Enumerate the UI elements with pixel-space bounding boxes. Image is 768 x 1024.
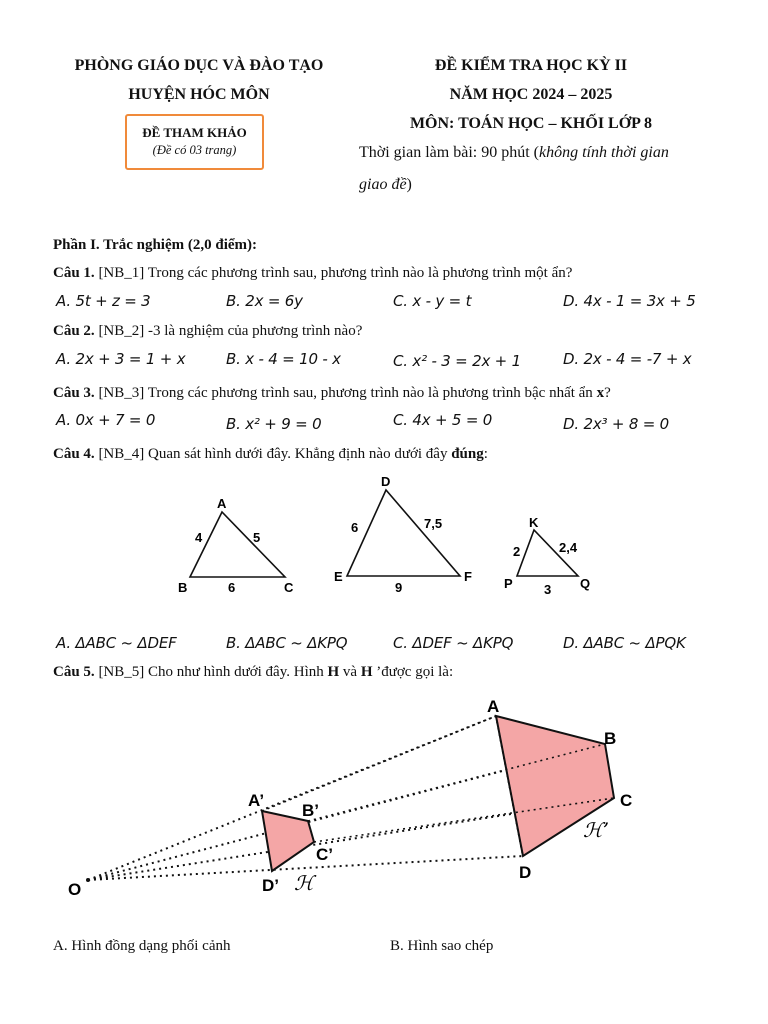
vertex-a: A <box>217 496 227 511</box>
q4-num: Câu 4. <box>53 446 95 462</box>
side-kq: 2,4 <box>559 540 578 555</box>
label-b: B <box>604 729 617 748</box>
label-a-prime: A’ <box>248 791 265 810</box>
q1-option-b[interactable]: B. 2x = 6y <box>226 292 303 310</box>
q4-option-b[interactable]: B. ΔABC ~ ΔKPQ <box>226 634 348 652</box>
time-suffix: ) <box>406 176 412 193</box>
q1-option-c[interactable]: C. x - y = t <box>393 292 472 310</box>
q2-num: Câu 2. <box>53 323 95 339</box>
q3-option-c[interactable]: C. 4x + 5 = 0 <box>393 411 493 429</box>
q2-option-d[interactable]: D. 2x - 4 = -7 + x <box>563 350 692 368</box>
header-right-line2: NĂM HỌC 2024 – 2025 <box>449 86 613 103</box>
vertex-k: K <box>529 515 539 530</box>
triangle-abc <box>178 496 294 595</box>
label-c: C <box>620 791 633 810</box>
vertex-d: D <box>381 474 391 489</box>
exam-time <box>359 144 669 162</box>
time-prefix: Thời gian làm bài: 90 phút ( <box>359 144 539 161</box>
polygon-h <box>262 811 314 871</box>
q5-option-a[interactable]: A. Hình đồng dạng phối cảnh <box>53 938 231 954</box>
label-b-prime: B’ <box>302 801 319 820</box>
exam-time-cont <box>359 176 412 194</box>
q4-option-d[interactable]: D. ΔABC ~ ΔPQK <box>563 634 686 652</box>
vertex-f: F <box>464 569 472 584</box>
label-d-prime: D’ <box>262 876 279 895</box>
time-italic1: không tính thời gian <box>538 144 669 161</box>
header-right-line1: ĐỀ KIỂM TRA HỌC KỲ II <box>434 57 628 74</box>
homothety-figure <box>0 690 768 910</box>
header-left-line1: PHÒNG GIÁO DỤC VÀ ĐÀO TẠO <box>74 57 324 74</box>
triangle-abc-shape <box>190 512 285 577</box>
side-pq: 3 <box>544 582 552 597</box>
header-right-line3: MÔN: TOÁN HỌC – KHỐI LỚP 8 <box>409 115 653 132</box>
q3-option-a[interactable]: A. 0x + 7 = 0 <box>56 411 156 429</box>
header-left-line2: HUYỆN HÓC MÔN <box>128 86 270 103</box>
question-1 <box>53 265 572 282</box>
q3-end: ? <box>604 385 611 401</box>
q4-option-a[interactable]: A. ΔABC ~ ΔDEF <box>56 634 177 652</box>
vertex-e: E <box>334 569 343 584</box>
q5-option-b[interactable]: B. Hình sao chép <box>390 938 494 954</box>
label-c-prime: C’ <box>316 845 333 864</box>
vertex-p: P <box>504 576 513 591</box>
label-o: O <box>68 880 82 899</box>
question-2 <box>53 323 362 340</box>
q4-option-c[interactable]: C. ΔDEF ~ ΔKPQ <box>393 634 514 652</box>
q5-end: ’được gọi là: <box>372 664 454 680</box>
question-5 <box>53 664 453 681</box>
q5-h2: H <box>360 664 373 680</box>
side-df: 7,5 <box>424 516 443 531</box>
side-de: 6 <box>351 520 359 535</box>
reference-exam-box <box>125 114 264 170</box>
vertex-b: B <box>178 580 188 595</box>
section-title: Phần I. Trắc nghiệm (2,0 điểm): <box>53 237 258 253</box>
box-subtitle: (Đề có 03 trang) <box>152 143 237 157</box>
q1-num: Câu 1. <box>53 265 95 281</box>
side-ac: 5 <box>253 530 261 545</box>
q1-option-a[interactable]: A. 5t + z = 3 <box>56 292 151 310</box>
center-point-o <box>86 878 90 882</box>
q4-text: [NB_4] Quan sát hình dưới đây. Khẳng định nào dưới đây <box>94 446 452 462</box>
side-kp: 2 <box>513 544 521 559</box>
label-a: A <box>487 697 500 716</box>
q3-var: x <box>596 385 605 401</box>
time-italic2: giao đề <box>359 176 407 193</box>
q4-bold: đúng <box>451 446 484 462</box>
q3-option-d[interactable]: D. 2x³ + 8 = 0 <box>563 415 670 433</box>
triangles-figure <box>170 470 600 600</box>
q5-text: [NB_5] Cho như hình dưới đây. Hình <box>94 664 328 680</box>
question-4 <box>53 446 488 463</box>
q4-end: : <box>483 446 488 462</box>
q3-option-b[interactable]: B. x² + 9 = 0 <box>226 415 322 433</box>
q2-option-c[interactable]: C. x² - 3 = 2x + 1 <box>393 352 521 370</box>
side-bc: 6 <box>228 580 236 595</box>
q2-text: [NB_2] -3 là nghiệm của phương trình nào? <box>94 323 363 339</box>
ray-over-1 <box>262 716 496 811</box>
box-title: ĐỀ THAM KHẢO <box>142 125 247 140</box>
q5-h1: H <box>327 664 340 680</box>
side-ab: 4 <box>195 530 203 545</box>
question-3 <box>53 385 611 402</box>
q3-text: [NB_3] Trong các phương trình sau, phương trình nào là phương trình bậc nhất ẩn <box>94 385 597 401</box>
q1-option-d[interactable]: D. 4x - 1 = 3x + 5 <box>563 292 696 310</box>
q5-mid: và <box>339 664 361 680</box>
label-h: ℋ <box>294 871 314 895</box>
q2-option-a[interactable]: A. 2x + 3 = 1 + x <box>56 350 186 368</box>
triangle-def-shape <box>347 490 460 576</box>
label-h-prime: ℋ’ <box>583 818 610 842</box>
triangle-kpq <box>504 515 590 597</box>
label-d: D <box>519 863 532 882</box>
side-ef: 9 <box>395 580 403 595</box>
q3-num: Câu 3. <box>53 385 95 401</box>
vertex-c: C <box>284 580 294 595</box>
vertex-q: Q <box>580 576 591 591</box>
q5-num: Câu 5. <box>53 664 95 680</box>
q2-option-b[interactable]: B. x - 4 = 10 - x <box>226 350 341 368</box>
q1-text: [NB_1] Trong các phương trình sau, phương trình nào là phương trình một ẩn? <box>94 265 573 281</box>
triangle-def <box>334 474 472 595</box>
